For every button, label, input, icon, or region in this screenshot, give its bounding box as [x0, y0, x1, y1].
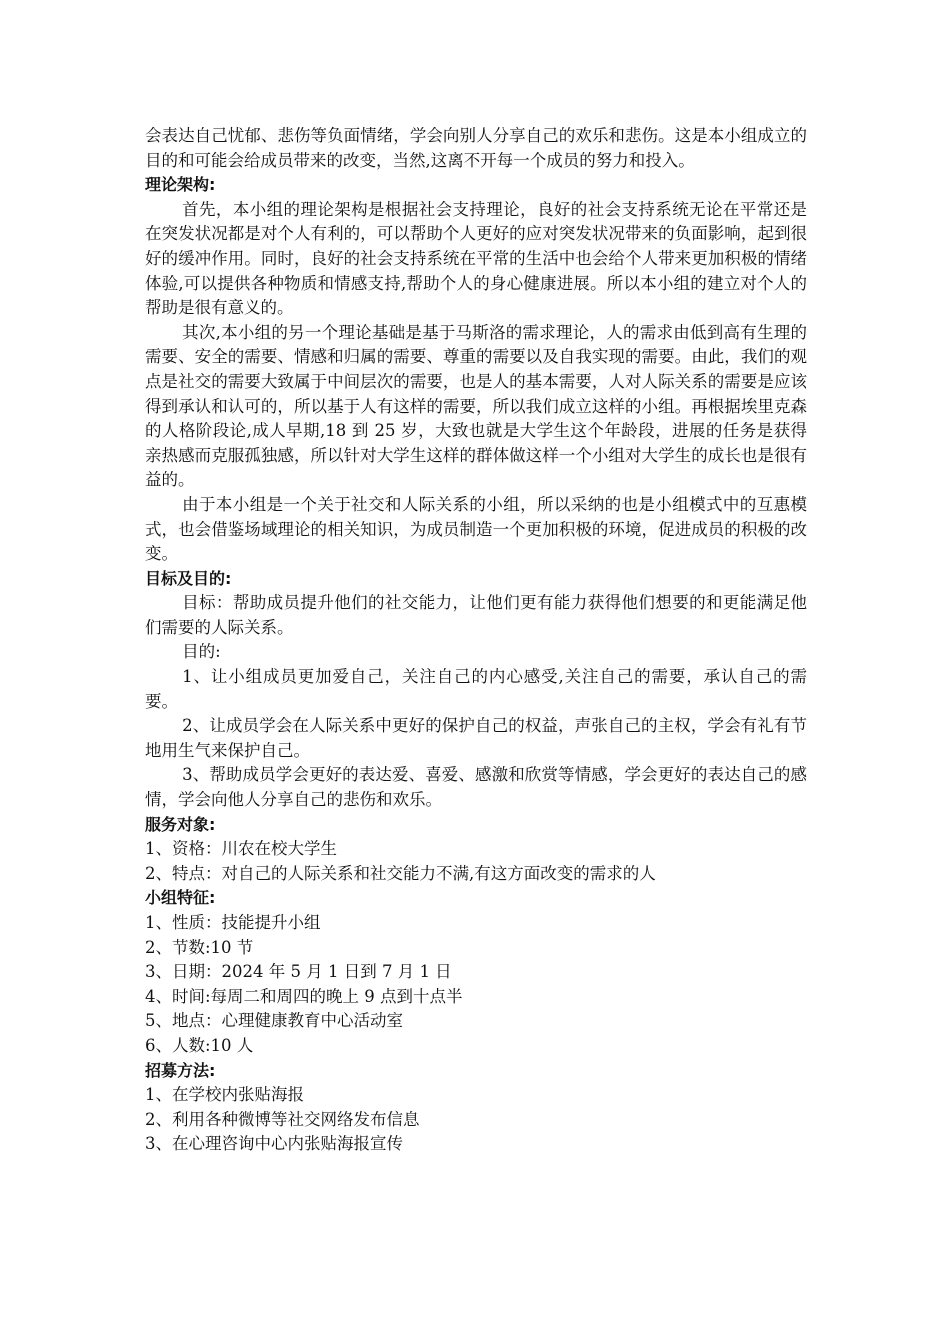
- document-page: [145, 124, 807, 1157]
- purpose-item-2: 2、让成员学会在人际关系中更好的保护自己的权益，声张自己的主权，学会有礼有节地用生气来保护自己。: [145, 716, 807, 760]
- intro-paragraph: 会表达自己忧郁、悲伤等负面情绪，学会向别人分享自己的欢乐和悲伤。这是本小组成立的目的和可能会给成员带来的改变，当然,这离不开每一个成员的努力和投入。: [145, 126, 807, 170]
- purpose-item-3: 3、帮助成员学会更好的表达爱、喜爱、感激和欣赏等情感，学会更好的表达自己的感情，学会向他人分享自己的悲伤和欢乐。: [145, 765, 807, 810]
- goal-paragraph: 目标：帮助成员提升他们的社交能力，让他们更有能力获得他们想要的和更能满足他们需要的人际关系。: [145, 593, 807, 637]
- service-item-qualification: 1、资格：川农在校大学生: [145, 839, 337, 859]
- theory-heading: 理论架构:: [145, 175, 216, 195]
- goals-heading: 目标及目的:: [145, 568, 232, 588]
- purpose-label: 目的:: [182, 642, 221, 662]
- features-heading: 小组特征:: [145, 888, 216, 908]
- feature-item-sessions: 2、节数:10 节: [145, 937, 254, 957]
- feature-item-headcount: 6、人数:10 人: [145, 1035, 254, 1055]
- recruit-item-3: 3、在心理咨询中心内张贴海报宣传: [145, 1134, 403, 1154]
- service-heading: 服务对象:: [145, 814, 216, 834]
- feature-item-location: 5、地点：心理健康教育中心活动室: [145, 1011, 403, 1031]
- purpose-item-1: 1、让小组成员更加爱自己，关注自己的内心感受,关注自己的需要，承认自己的需要。: [145, 667, 807, 711]
- theory-paragraph-2: 其次,本小组的另一个理论基础是基于马斯洛的需求理论，人的需求由低到高有生理的需要、安全的需要、情感和归属的需要、尊重的需要以及自我实现的需要。由此，我们的观点是社交的需要大致属于中间层次的需要，也是人的基本需要，人对人际关系的需要是应该得到承认和认可的，所以基于人有这样的需要，所以我们成立这样的小组。再根据埃里克森的人格阶段论,成人早期,18 到 25 岁，大致也就是大学生这个年龄段，进展的任务是获得亲热感而克服孤独感，所以针对大学生这样的群体做这样一个小组对大学生的成长也是很有益的。: [145, 322, 807, 490]
- service-item-characteristics: 2、特点：对自己的人际关系和社交能力不满,有这方面改变的需求的人: [145, 863, 656, 883]
- feature-item-nature: 1、性质：技能提升小组: [145, 913, 321, 932]
- recruit-heading: 招募方法:: [145, 1060, 216, 1080]
- feature-item-time: 4、时间:每周二和周四的晚上 9 点到十点半: [145, 986, 463, 1006]
- recruit-item-2: 2、利用各种微博等社交网络发布信息: [145, 1109, 420, 1129]
- theory-paragraph-3: 由于本小组是一个关于社交和人际关系的小组，所以采纳的也是小组模式中的互惠模式，也会借鉴场域理论的相关知识，为成员制造一个更加积极的环境，促进成员的积极的改变。: [145, 494, 807, 564]
- theory-paragraph-1: 首先，本小组的理论架构是根据社会支持理论，良好的社会支持系统无论在平常还是在突发状况都是对个人有利的，可以帮助个人更好的应对突发状况带来的负面影响，起到很好的缓冲作用。同时，良好的社会支持系统在平常的生活中也会给个人带来更加积极的情绪体验,可以提供各种物质和情感支持,帮助个人的身心健康进展。所以本小组的建立对个人的帮助是很有意义的。: [145, 199, 807, 318]
- recruit-item-1: 1、在学校内张贴海报: [145, 1085, 304, 1105]
- feature-item-date: 3、日期：2024 年 5 月 1 日到 7 月 1 日: [145, 962, 452, 982]
